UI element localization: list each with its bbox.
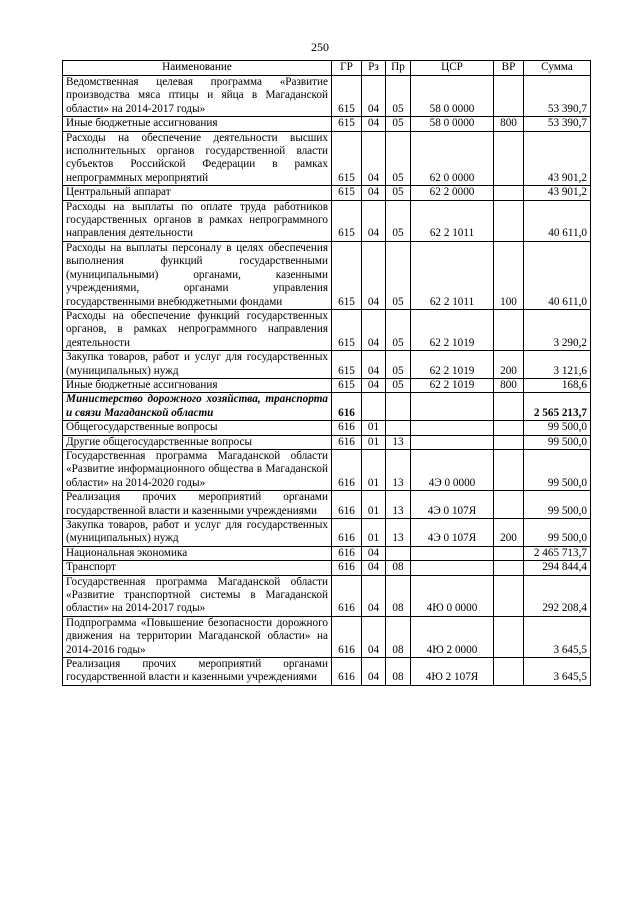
cell-name: Расходы на обеспечение функций государственных органов, в рамках непрограммного направления деятельности [63, 309, 332, 350]
cell-pr: 13 [386, 435, 411, 449]
cell-gr: 616 [332, 519, 362, 547]
cell-name: Ведомственная целевая программа «Развитие производства мяса птицы и яйца в Магаданской области» на 2014-2017 годы» [63, 76, 332, 117]
cell-pr: 13 [386, 491, 411, 519]
cell-vr [494, 186, 524, 200]
header-sum: Сумма [524, 61, 591, 76]
cell-rz: 04 [362, 186, 386, 200]
cell-pr [386, 421, 411, 435]
cell-csr: 62 2 1019 [411, 351, 494, 379]
header-rz: Рз [362, 61, 386, 76]
cell-vr: 200 [494, 519, 524, 547]
table-row [63, 616, 591, 657]
table-row [63, 519, 591, 547]
cell-csr: 62 2 1019 [411, 309, 494, 350]
table-row [63, 393, 591, 421]
table-row [63, 546, 591, 560]
cell-csr: 62 2 1019 [411, 378, 494, 392]
cell-rz: 04 [362, 616, 386, 657]
cell-vr [494, 309, 524, 350]
cell-sum: 99 500,0 [524, 421, 591, 435]
cell-vr [494, 491, 524, 519]
cell-pr: 13 [386, 519, 411, 547]
cell-pr: 05 [386, 351, 411, 379]
cell-rz: 01 [362, 449, 386, 490]
cell-name: Общегосударственные вопросы [63, 421, 332, 435]
cell-csr: 62 0 0000 [411, 131, 494, 186]
cell-vr: 200 [494, 351, 524, 379]
cell-vr [494, 435, 524, 449]
table-row [63, 575, 591, 616]
cell-sum: 43 901,2 [524, 131, 591, 186]
cell-pr: 05 [386, 186, 411, 200]
cell-name: Расходы на выплаты по оплате труда работников государственных органов в рамках непрограммного направления деятельности [63, 200, 332, 241]
cell-rz: 04 [362, 575, 386, 616]
cell-csr: 4Ю 0 0000 [411, 575, 494, 616]
cell-sum: 2 465 713,7 [524, 546, 591, 560]
cell-vr [494, 421, 524, 435]
table-header-row [63, 61, 591, 76]
cell-csr [411, 546, 494, 560]
cell-gr: 615 [332, 200, 362, 241]
budget-table [62, 60, 591, 686]
cell-sum: 99 500,0 [524, 491, 591, 519]
cell-vr [494, 131, 524, 186]
cell-sum: 292 208,4 [524, 575, 591, 616]
cell-rz: 04 [362, 351, 386, 379]
table-row [63, 76, 591, 117]
table-row [63, 378, 591, 392]
cell-gr: 616 [332, 616, 362, 657]
cell-name: Закупка товаров, работ и услуг для государственных (муниципальных) нужд [63, 351, 332, 379]
cell-sum: 3 645,5 [524, 616, 591, 657]
cell-rz: 04 [362, 131, 386, 186]
cell-csr: 4Ю 2 107Я [411, 658, 494, 686]
cell-pr: 08 [386, 658, 411, 686]
cell-vr [494, 393, 524, 421]
cell-sum: 2 565 213,7 [524, 393, 591, 421]
cell-sum: 40 611,0 [524, 200, 591, 241]
cell-gr: 616 [332, 435, 362, 449]
cell-name: Государственная программа Магаданской области «Развитие транспортной системы в Магаданской области» на 2014-2017 годы» [63, 575, 332, 616]
cell-sum: 294 844,4 [524, 561, 591, 575]
cell-gr: 615 [332, 351, 362, 379]
cell-vr [494, 76, 524, 117]
header-name: Наименование [63, 61, 332, 76]
cell-rz: 01 [362, 519, 386, 547]
cell-csr [411, 393, 494, 421]
cell-gr: 616 [332, 421, 362, 435]
cell-csr: 4Ю 2 0000 [411, 616, 494, 657]
cell-gr: 615 [332, 241, 362, 309]
cell-name: Другие общегосударственные вопросы [63, 435, 332, 449]
cell-vr: 800 [494, 378, 524, 392]
cell-rz: 01 [362, 421, 386, 435]
cell-vr: 100 [494, 241, 524, 309]
cell-pr: 05 [386, 378, 411, 392]
table-row [63, 658, 591, 686]
header-vr: ВР [494, 61, 524, 76]
cell-sum: 99 500,0 [524, 435, 591, 449]
cell-csr [411, 435, 494, 449]
table-row [63, 309, 591, 350]
table-row [63, 117, 591, 131]
cell-pr: 05 [386, 309, 411, 350]
cell-sum: 40 611,0 [524, 241, 591, 309]
cell-pr [386, 546, 411, 560]
cell-name: Подпрограмма «Повышение безопасности дорожного движения на территории Магаданской области» на 2014-2016 годы» [63, 616, 332, 657]
header-gr: ГР [332, 61, 362, 76]
cell-pr: 05 [386, 200, 411, 241]
cell-csr [411, 561, 494, 575]
cell-rz: 04 [362, 309, 386, 350]
cell-sum: 99 500,0 [524, 519, 591, 547]
cell-name: Расходы на обеспечение деятельности высших исполнительных органов государственной власти субъектов Российской Федерации в рамках непрограммных мероприятий [63, 131, 332, 186]
cell-rz: 04 [362, 117, 386, 131]
cell-gr: 616 [332, 449, 362, 490]
cell-gr: 616 [332, 546, 362, 560]
cell-sum: 3 645,5 [524, 658, 591, 686]
cell-csr: 4Э 0 107Я [411, 491, 494, 519]
cell-vr [494, 658, 524, 686]
cell-rz: 04 [362, 200, 386, 241]
cell-csr: 58 0 0000 [411, 117, 494, 131]
cell-name: Министерство дорожного хозяйства, транспорта и связи Магаданской области [63, 393, 332, 421]
cell-name: Реализация прочих мероприятий органами государственной власти и казенными учреждениями [63, 491, 332, 519]
cell-gr: 616 [332, 491, 362, 519]
cell-rz: 01 [362, 435, 386, 449]
cell-name: Национальная экономика [63, 546, 332, 560]
cell-name: Иные бюджетные ассигнования [63, 378, 332, 392]
cell-rz: 04 [362, 658, 386, 686]
cell-csr: 62 2 1011 [411, 241, 494, 309]
cell-rz [362, 393, 386, 421]
cell-gr: 616 [332, 561, 362, 575]
cell-gr: 616 [332, 658, 362, 686]
cell-sum: 99 500,0 [524, 449, 591, 490]
cell-name: Центральный аппарат [63, 186, 332, 200]
cell-rz: 01 [362, 491, 386, 519]
table-row [63, 241, 591, 309]
cell-csr: 62 2 1011 [411, 200, 494, 241]
cell-gr: 615 [332, 76, 362, 117]
cell-rz: 04 [362, 561, 386, 575]
cell-name: Расходы на выплаты персоналу в целях обеспечения выполнения функций государственными (муниципальными) органами, казенными учреждениями, органами управления государственными внебюджетными фондами [63, 241, 332, 309]
cell-pr: 08 [386, 561, 411, 575]
cell-pr: 05 [386, 241, 411, 309]
cell-gr: 616 [332, 575, 362, 616]
cell-csr: 62 2 0000 [411, 186, 494, 200]
table-row [63, 131, 591, 186]
cell-pr: 08 [386, 616, 411, 657]
table-row [63, 200, 591, 241]
cell-rz: 04 [362, 546, 386, 560]
table-row [63, 561, 591, 575]
cell-vr: 800 [494, 117, 524, 131]
cell-gr: 616 [332, 393, 362, 421]
cell-pr: 08 [386, 575, 411, 616]
cell-gr: 615 [332, 186, 362, 200]
cell-vr [494, 575, 524, 616]
cell-rz: 04 [362, 378, 386, 392]
cell-name: Государственная программа Магаданской области «Развитие информационного общества в Магаданской области» на 2014-2020 годы» [63, 449, 332, 490]
table-row [63, 421, 591, 435]
cell-csr: 58 0 0000 [411, 76, 494, 117]
cell-vr [494, 616, 524, 657]
cell-vr [494, 561, 524, 575]
cell-sum: 43 901,2 [524, 186, 591, 200]
table-row [63, 186, 591, 200]
cell-pr: 05 [386, 76, 411, 117]
table-body [63, 76, 591, 686]
cell-pr [386, 393, 411, 421]
cell-pr: 05 [386, 131, 411, 186]
cell-rz: 04 [362, 241, 386, 309]
cell-vr [494, 449, 524, 490]
table-row [63, 491, 591, 519]
cell-csr: 4Э 0 107Я [411, 519, 494, 547]
cell-sum: 53 390,7 [524, 117, 591, 131]
header-pr: Пр [386, 61, 411, 76]
cell-vr [494, 546, 524, 560]
cell-csr: 4Э 0 0000 [411, 449, 494, 490]
cell-gr: 615 [332, 378, 362, 392]
cell-gr: 615 [332, 309, 362, 350]
cell-gr: 615 [332, 131, 362, 186]
cell-rz: 04 [362, 76, 386, 117]
cell-sum: 168,6 [524, 378, 591, 392]
cell-name: Реализация прочих мероприятий органами государственной власти и казенными учреждениями [63, 658, 332, 686]
cell-sum: 53 390,7 [524, 76, 591, 117]
cell-name: Иные бюджетные ассигнования [63, 117, 332, 131]
cell-name: Транспорт [63, 561, 332, 575]
page-number: 250 [311, 40, 329, 54]
header-csr: ЦСР [411, 61, 494, 76]
cell-pr: 05 [386, 117, 411, 131]
cell-vr [494, 200, 524, 241]
cell-sum: 3 290,2 [524, 309, 591, 350]
table-row [63, 435, 591, 449]
table-row [63, 351, 591, 379]
table-row [63, 449, 591, 490]
cell-name: Закупка товаров, работ и услуг для государственных (муниципальных) нужд [63, 519, 332, 547]
cell-pr: 13 [386, 449, 411, 490]
cell-sum: 3 121,6 [524, 351, 591, 379]
cell-csr [411, 421, 494, 435]
cell-gr: 615 [332, 117, 362, 131]
